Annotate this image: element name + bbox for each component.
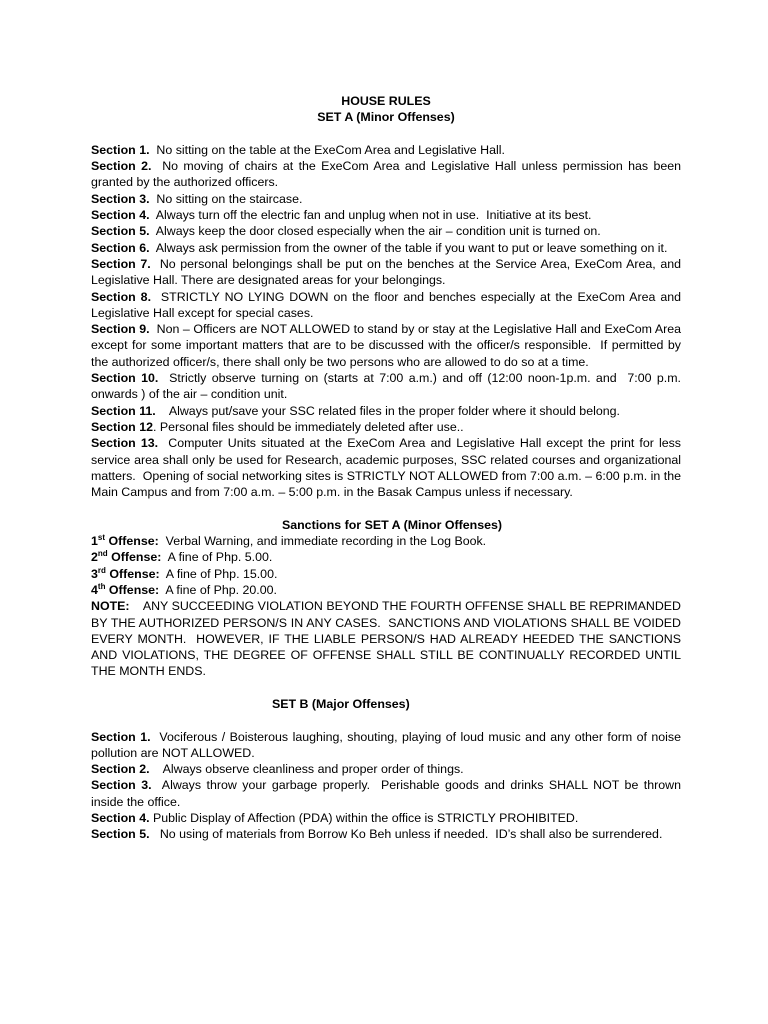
rule-section <box>91 761 681 777</box>
section-label: Section 5. <box>91 827 150 842</box>
offense-number <box>91 534 159 548</box>
section-label: Section 6. <box>91 240 150 255</box>
offense-number <box>91 583 159 597</box>
section-text: Always turn off the electric fan and unplug when not in use. Initiative at its best. <box>149 208 592 223</box>
rule-section <box>91 370 685 403</box>
rule-section <box>91 256 685 289</box>
document-title: HOUSE RULES <box>341 94 431 108</box>
offense-ordinal: 2 <box>91 550 98 565</box>
rule-section <box>91 321 685 370</box>
offense-line <box>91 582 681 598</box>
section-label: Section 9. <box>91 322 150 337</box>
offense-text: Verbal Warning, and immediate recording in the Log Book. <box>158 534 487 549</box>
section-text: . Personal files should be immediately deleted after use.. <box>152 419 464 434</box>
rule-section <box>91 142 681 158</box>
offense-label: Offense: <box>105 582 160 597</box>
section-text: Strictly observe turning on (starts at 7:00 a.m.) and off (12:00 noon-1p.m. and 7:00 p.m. onwards ) of the air – condition unit. <box>91 371 685 402</box>
offense-line <box>91 549 681 565</box>
section-label: Section 7. <box>91 256 151 271</box>
section-label: Section 4. <box>91 811 150 826</box>
section-text: No moving of chairs at the ExeCom Area and Legislative Hall unless permission has been granted by the authorized officers. <box>91 159 685 190</box>
offense-label: Offense: <box>107 550 162 565</box>
note-paragraph <box>91 598 685 679</box>
spacer <box>91 500 681 516</box>
section-text: Always keep the door closed especially when the air – condition unit is turned on. <box>149 224 601 239</box>
section-text: No personal belongings shall be put on the benches at the Service Area, ExeCom Area, and Legislative Hall. There are designated areas for your belongings. <box>91 256 685 288</box>
section-label: Section 3. <box>91 191 150 206</box>
rule-section <box>91 158 685 191</box>
set-b-rules <box>91 729 685 843</box>
section-label: Section 2. <box>91 762 150 777</box>
section-text: Always throw your garbage properly. Perishable goods and drinks SHALL NOT be thrown inside the office. <box>91 778 685 809</box>
section-label: Section 12 <box>91 419 153 434</box>
note-label: NOTE: <box>91 599 130 614</box>
section-text: No using of materials from Borrow Ko Beh unless if needed. ID’s shall also be surrendered. <box>149 827 663 842</box>
section-text: Public Display of Affection (PDA) within the office is STRICTLY PROHIBITED. <box>149 811 579 826</box>
section-label: Section 3. <box>91 778 152 793</box>
offense-text: A fine of Php. 20.00. <box>159 582 277 597</box>
offense-number <box>91 567 160 581</box>
offense-label: Offense: <box>105 566 160 581</box>
offense-ordinal: 3 <box>91 566 98 581</box>
document-subtitle: SET A (Minor Offenses) <box>317 110 455 125</box>
section-label: Section 1. <box>91 729 151 744</box>
section-label: Section 8. <box>91 289 152 304</box>
sanctions-list <box>91 532 685 680</box>
section-label: Section 11. <box>91 403 156 418</box>
set-b-heading: SET B (Major Offenses) <box>272 696 410 711</box>
document-page <box>91 93 685 843</box>
spacer <box>91 712 681 728</box>
offense-number <box>91 550 161 564</box>
offense-ordinal: 1 <box>91 534 98 549</box>
sanctions-heading: Sanctions for SET A (Minor Offenses) <box>281 517 503 532</box>
section-text: No sitting on the staircase. <box>149 191 303 206</box>
section-text: Always put/save your SSC related files in the proper folder where it should belong. <box>155 403 620 418</box>
section-text: Computer Units situated at the ExeCom Area and Legislative Hall except the print for less service area shall only be used for Research, academic purposes, SSC related courses and organizational matters. Opening of social networking sites is STRICTLY NOT ALLOWED from 7:00 a.m. – 6:00 p.m. in the Main Campus and from 7:00 a.m. – 5:00 p.m. in the Basak Campus unless if necessary. <box>91 436 685 500</box>
section-label: Section 1. <box>91 142 150 157</box>
note-text: ANY SUCCEEDING VIOLATION BEYOND THE FOURTH OFFENSE SHALL BE REPRIMANDED BY THE AUTHORIZED PERSON/S IN ANY CASES. SANCTIONS AND VIOLATIONS SHALL BE VOIDED EVERY MONTH. HOWEVER, IF THE LIABLE PERSON/S HAD ALREADY HEEDED THE SANCTIONS AND VIOLATIONS, THE DEGREE OF OFFENSE SHALL STILL BE CONTINUALLY RECORDED UNTIL THE MONTH ENDS. <box>91 599 685 679</box>
rule-section <box>91 810 681 826</box>
section-label: Section 2. <box>91 159 152 174</box>
section-label: Section 5. <box>91 224 150 239</box>
rule-section <box>91 223 681 239</box>
rule-section <box>91 777 685 810</box>
section-text: Non – Officers are NOT ALLOWED to stand by or stay at the Legislative Hall and ExeCom Area except for some important matters that are to be discussed with the officer/s responsible. If permitted by the authorized officer/s, there shall only be two persons who are allowed to do so at a time. <box>91 322 685 369</box>
rule-section <box>91 435 685 500</box>
offense-ordinal-suffix: th <box>97 581 106 591</box>
rule-section <box>91 207 681 223</box>
rule-section <box>91 419 681 435</box>
section-text: Always ask permission from the owner of the table if you want to put or leave something on it. <box>149 240 668 255</box>
rule-section <box>91 240 681 256</box>
rule-section <box>91 729 685 762</box>
section-text: Vociferous / Boisterous laughing, shouting, playing of loud music and any other form of noise pollution are NOT ALLOWED. <box>91 729 685 760</box>
spacer <box>91 680 681 696</box>
set-a-rules <box>91 142 685 501</box>
section-text: STRICTLY NO LYING DOWN on the floor and benches especially at the ExeCom Area and Legislative Hall except for special cases. <box>91 289 685 320</box>
offense-ordinal-suffix: rd <box>97 565 106 575</box>
section-label: Section 10. <box>91 371 159 386</box>
section-text: Always observe cleanliness and proper order of things. <box>149 762 464 777</box>
section-label: Section 13. <box>91 436 159 451</box>
offense-ordinal-suffix: st <box>97 532 106 542</box>
spacer <box>91 126 681 142</box>
section-text: No sitting on the table at the ExeCom Area and Legislative Hall. <box>149 142 505 157</box>
offense-ordinal: 4 <box>91 582 98 597</box>
offense-text: A fine of Php. 5.00. <box>161 550 273 565</box>
offense-ordinal-suffix: nd <box>97 549 108 559</box>
offense-line <box>91 566 681 582</box>
offense-text: A fine of Php. 15.00. <box>159 566 278 581</box>
rule-section <box>91 826 681 842</box>
rule-section <box>91 403 681 419</box>
rule-section <box>91 191 681 207</box>
offense-label: Offense: <box>105 534 159 549</box>
section-label: Section 4. <box>91 208 150 223</box>
rule-section <box>91 289 685 322</box>
offense-line <box>91 533 681 549</box>
